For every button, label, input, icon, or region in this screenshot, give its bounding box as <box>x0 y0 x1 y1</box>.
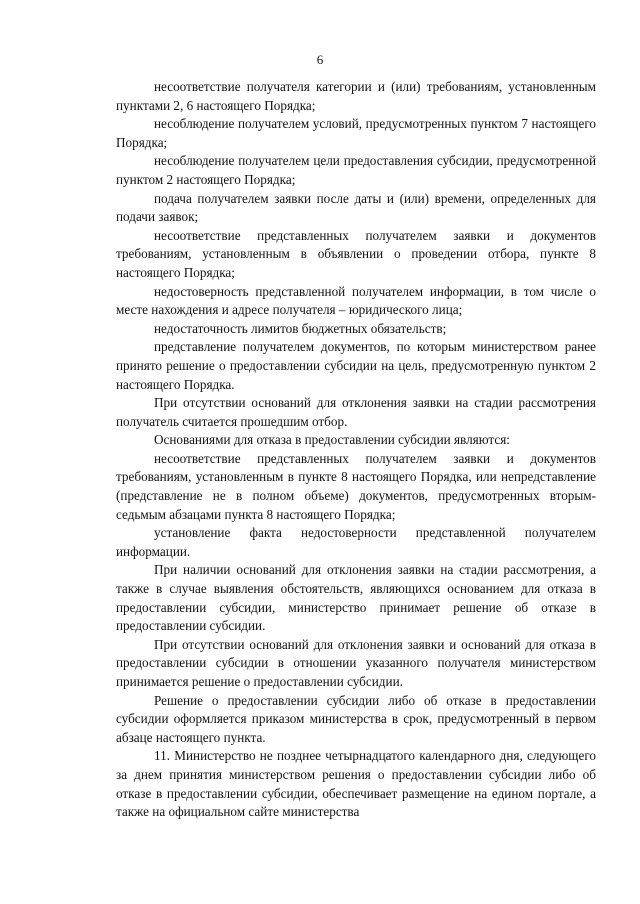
paragraph-insufficient-limits: недостаточность лимитов бюджетных обязательств; <box>154 320 447 336</box>
paragraph-documents-mismatch: несоответствие представленных получателем заявки и документов требованиям, установленным в объявлении о проведении отбора, пункте 8 настоящего Порядка; <box>116 227 596 280</box>
page-number: 6 <box>316 52 324 67</box>
paragraph-late-submission: подача получателем заявки после даты и (или) времени, определенных для подачи заявок; <box>116 190 596 225</box>
paragraph-refusal-grounds-heading: Основаниями для отказа в предоставлении субсидии являются: <box>154 432 510 448</box>
paragraph-refusal-decision: При наличии оснований для отклонения заявки на стадии рассмотрения, а также в случае выявления обстоятельств, являющихся основанием для отказа в предоставлении субсидии, министерство принимает решение об отказе в предоставлении субсидии. <box>116 562 596 634</box>
paragraph-order-issuance: Решение о предоставлении субсидии либо об отказе в предоставлении субсидии оформляется приказом министерства в срок, предусмотренный в первом абзаце настоящего пункта. <box>116 692 596 745</box>
paragraph-false-information: недостоверность представленной получателем информации, в том числе о месте нахождения и адресе получателя – юридического лица; <box>116 283 596 318</box>
paragraph-prior-decision: представление получателем документов, по которым министерством ранее принято решение о предоставлении субсидии на цель, предусмотренную пунктом 2 настоящего Порядка. <box>116 339 596 392</box>
paragraph-purpose-noncompliance: несоблюдение получателем цели предоставления субсидии, предусмотренной пунктом 2 настоящего Порядка; <box>116 153 596 187</box>
paragraph-item-11: 11. Министерство не позднее четырнадцатого календарного дня, следующего за днем принятия министерством решения о предоставлении субсидии либо об отказе в предоставлении субсидии, обеспечивает размещение на едином портале, а также на официальном сайте министерства <box>116 748 596 820</box>
document-body <box>116 78 596 822</box>
paragraph-category-mismatch: несоответствие получателя категории и (или) требованиям, установленным пунктами 2, 6 настоящего Порядка; <box>116 79 596 113</box>
paragraph-refusal-false-info: установление факта недостоверности представленной получателем информации. <box>116 525 596 559</box>
paragraph-grant-decision: При отсутствии оснований для отклонения заявки и оснований для отказа в предоставлении субсидии в отношении указанного получателя министерством принимается решение о предоставлении субсидии. <box>116 636 596 689</box>
paragraph-refusal-documents: несоответствие представленных получателем заявки и документов требованиям, установленным в пункте 8 настоящего Порядка, или непредставление (представление не в полном объеме) документов, предусмотренных вторым-седьмым абзацами пункта 8 настоящего Порядка; <box>116 450 596 522</box>
paragraph-selection-passed: При отсутствии оснований для отклонения заявки на стадии рассмотрения получатель считается прошедшим отбор. <box>116 395 596 429</box>
paragraph-conditions-noncompliance: несоблюдение получателем условий, предусмотренных пунктом 7 настоящего Порядка; <box>116 116 596 150</box>
